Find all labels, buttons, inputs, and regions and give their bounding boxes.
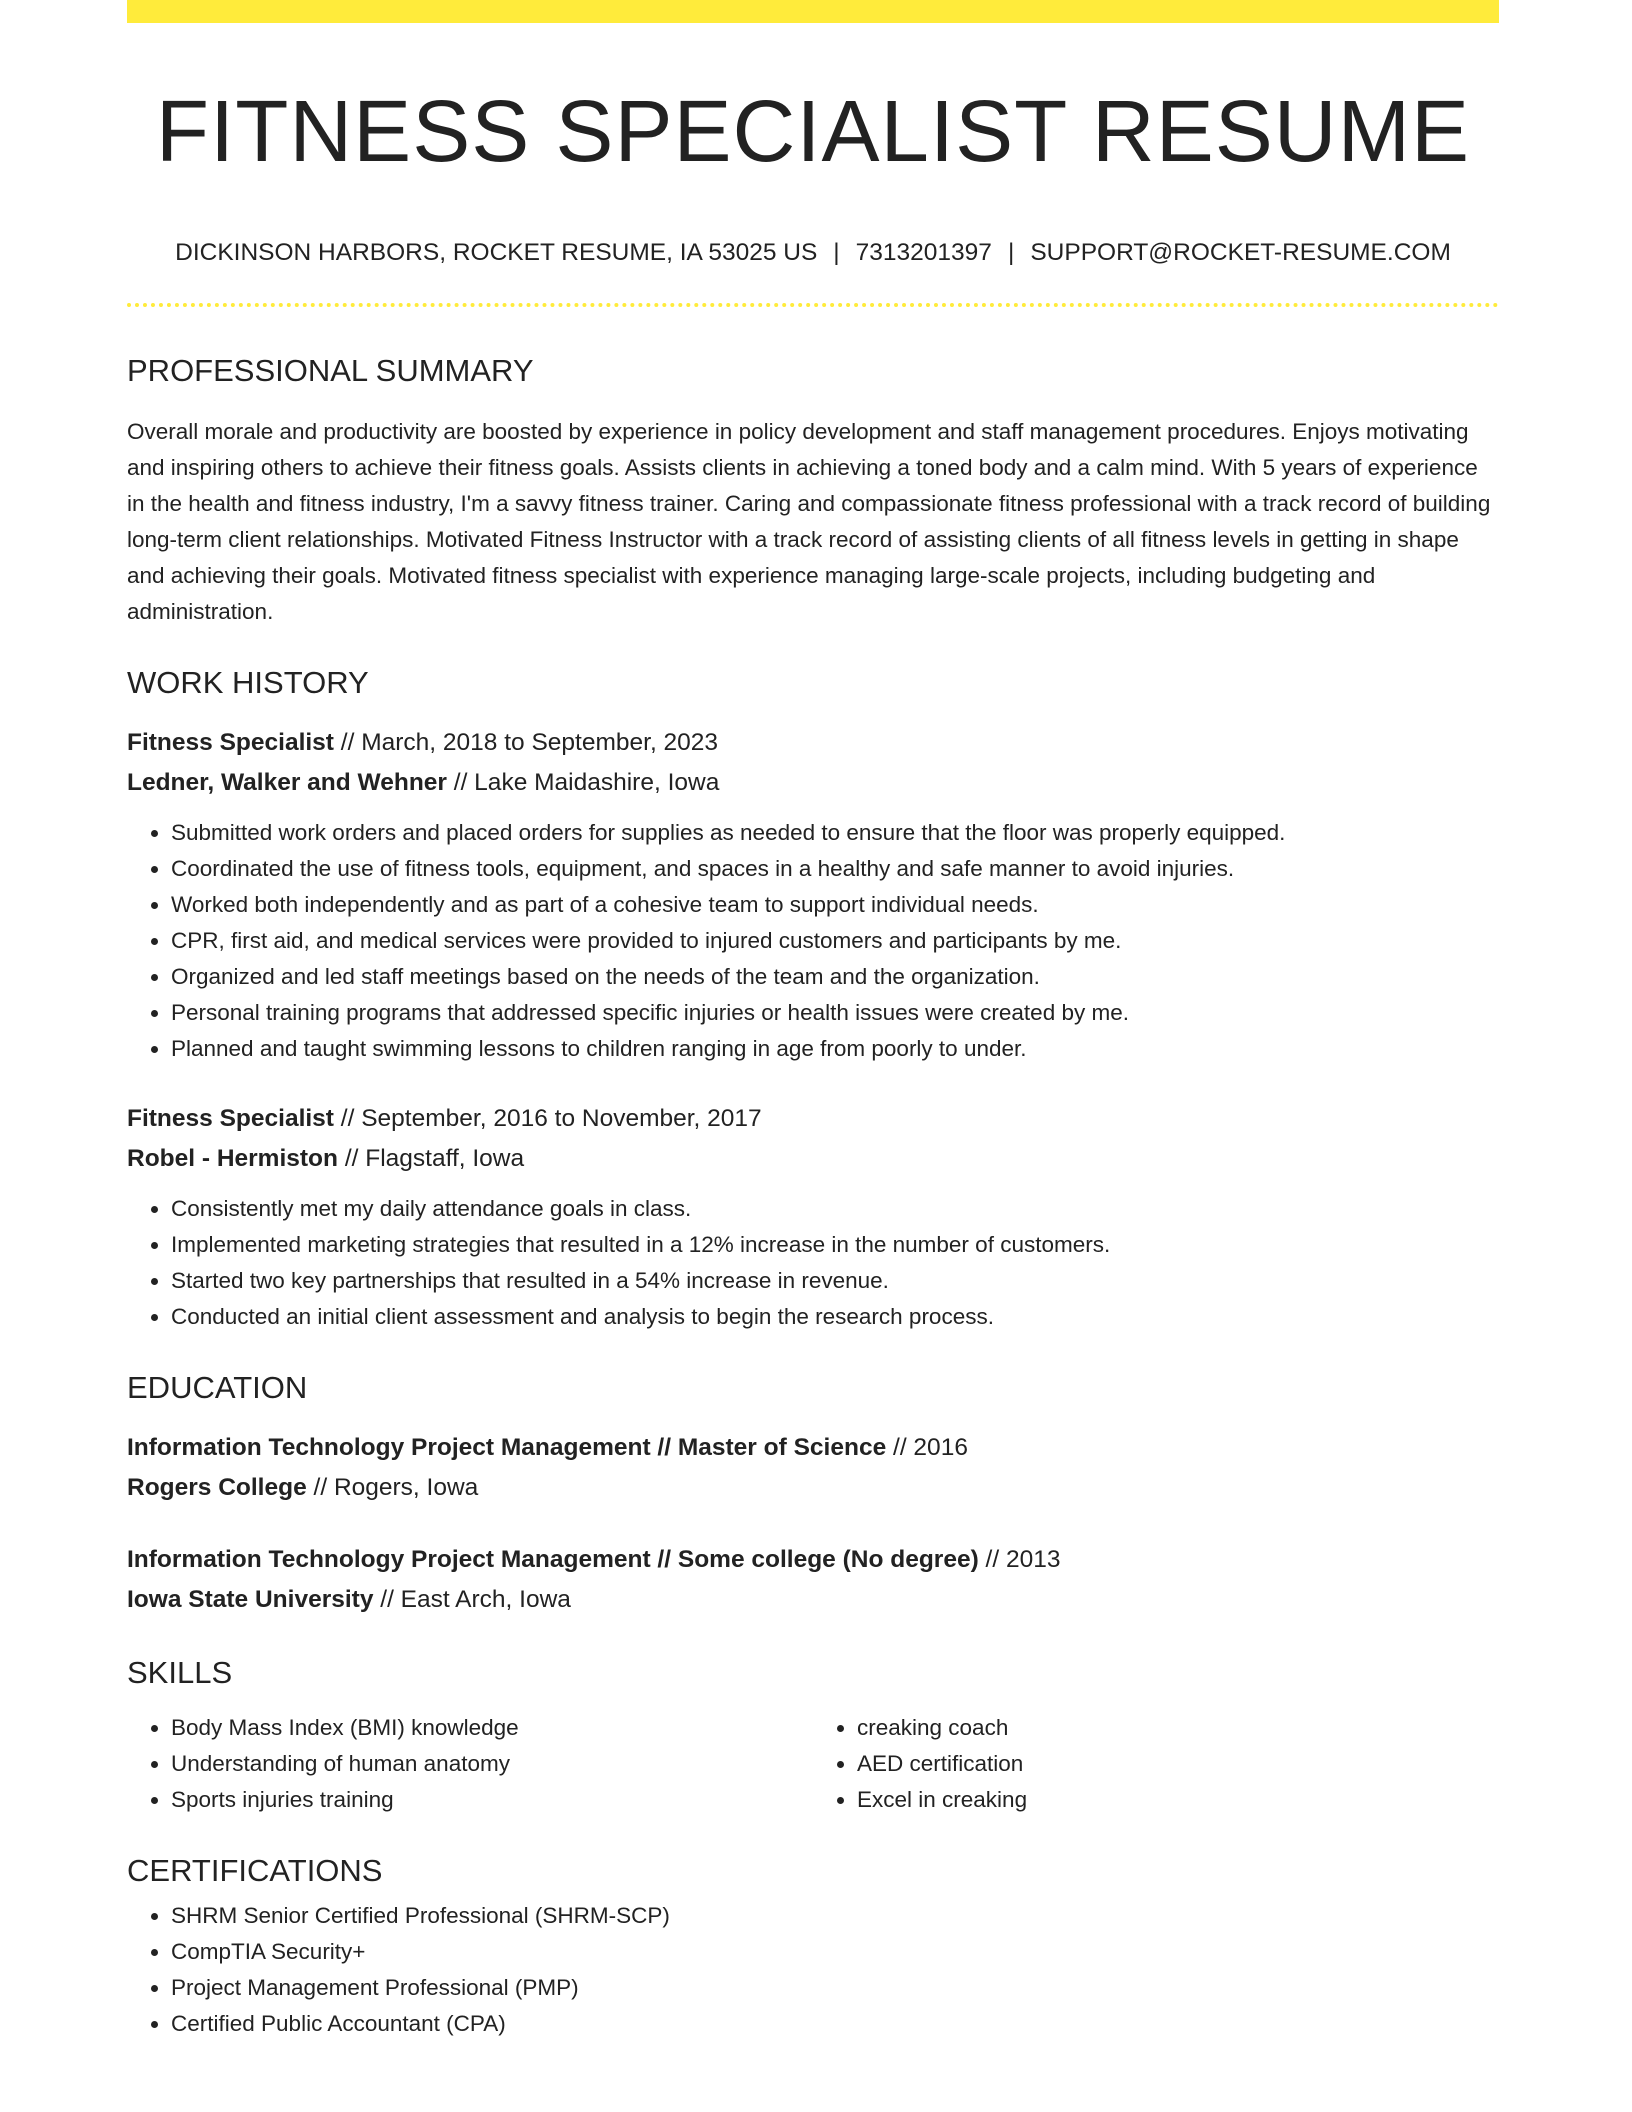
skill-item: • AED certification: [857, 1746, 1499, 1782]
job-dates: // March, 2018 to September, 2023: [340, 728, 719, 756]
skill-item: • Understanding of human anatomy: [171, 1746, 813, 1782]
skills-list-left: [127, 1710, 813, 1818]
certifications-list: [127, 1898, 1499, 2042]
contact-separator: |: [1007, 239, 1015, 266]
education-school-line: [127, 1580, 1499, 1620]
contact-separator: |: [833, 239, 840, 266]
job-bullet: • Conducted an initial client assessment and analysis to begin the research process.: [171, 1299, 1499, 1335]
skills-list-right: [813, 1710, 1499, 1818]
contact-address: DICKINSON HARBORS, ROCKET RESUME, IA 53025 US: [175, 239, 818, 266]
skills-heading: SKILLS: [127, 1654, 233, 1690]
job-entry: [127, 1099, 1499, 1335]
dotted-divider: [127, 303, 1499, 307]
education-location: // Rogers, Iowa: [313, 1473, 479, 1501]
education-school-line: [127, 1468, 1499, 1508]
job-bullet: • Organized and led staff meetings based on the needs of the team and the organization.: [171, 959, 1499, 995]
top-accent-bar: [127, 0, 1499, 23]
certification-item: • Certified Public Accountant (CPA): [171, 2006, 1499, 2042]
job-company: Ledner, Walker and Wehner: [127, 768, 447, 796]
education-degree-line: [127, 1428, 1499, 1468]
education-degree: Information Technology Project Management // Master of Science: [127, 1433, 887, 1461]
job-bullet: • Submitted work orders and placed orders for supplies as needed to ensure that the floor was properly equipped.: [171, 815, 1499, 851]
education-school: Rogers College: [127, 1473, 307, 1501]
job-location: // Lake Maidashire, Iowa: [453, 768, 720, 796]
skill-item: • creaking coach: [857, 1710, 1499, 1746]
job-bullets: [127, 1191, 1499, 1335]
job-title: Fitness Specialist: [127, 728, 334, 756]
job-title-line: [127, 723, 1499, 763]
job-title-line: [127, 1099, 1499, 1139]
contact-email: SUPPORT@ROCKET-RESUME.COM: [1030, 239, 1451, 266]
summary-text: Overall morale and productivity are boosted by experience in policy development and staff management procedures. Enjoys motivating and inspiring others to achieve their fitness goals. Assists clients in achieving a toned body and a calm mind. With 5 years of experience in the health and fitness industry, I'm a savvy fitness trainer. Caring and compassionate fitness professional with a track record of building long-term client relationships. Motivated Fitness Instructor with a track record of assisting clients of all fitness levels in getting in shape and achieving their goals. Motivated fitness specialist with experience managing large-scale projects, including budgeting and administration.: [127, 418, 1491, 624]
summary-heading: PROFESSIONAL SUMMARY: [127, 352, 534, 388]
certification-item: • CompTIA Security+: [171, 1934, 1499, 1970]
job-bullet: • CPR, first aid, and medical services were provided to injured customers and participants by me.: [171, 923, 1499, 959]
job-bullet: • Worked both independently and as part of a cohesive team to support individual needs.: [171, 887, 1499, 923]
resume-title: FITNESS SPECIALIST RESUME: [155, 83, 1471, 180]
job-bullet: • Coordinated the use of fitness tools, equipment, and spaces in a healthy and safe manner to avoid injuries.: [171, 851, 1499, 887]
certifications-heading: CERTIFICATIONS: [127, 1852, 383, 1888]
job-entry: [127, 723, 1499, 1067]
contact-phone: 7313201397: [855, 239, 992, 266]
education-year: // 2016: [893, 1433, 968, 1461]
education-location: // East Arch, Iowa: [380, 1585, 571, 1613]
education-degree: Information Technology Project Management // Some college (No degree): [127, 1545, 979, 1573]
job-company-line: [127, 1139, 1499, 1179]
education-entry: [127, 1428, 1499, 1508]
skill-item: • Body Mass Index (BMI) knowledge: [171, 1710, 813, 1746]
certification-item: • Project Management Professional (PMP): [171, 1970, 1499, 2006]
education-heading: EDUCATION: [127, 1369, 308, 1405]
certification-item: • SHRM Senior Certified Professional (SHRM-SCP): [171, 1898, 1499, 1934]
job-bullet: • Started two key partnerships that resulted in a 54% increase in revenue.: [171, 1263, 1499, 1299]
education-year: // 2013: [985, 1545, 1061, 1573]
contact-line: [127, 241, 1499, 266]
job-bullet: • Implemented marketing strategies that resulted in a 12% increase in the number of customers.: [171, 1227, 1499, 1263]
skill-item: • Sports injuries training: [171, 1782, 813, 1818]
job-company-line: [127, 763, 1499, 803]
job-dates: // September, 2016 to November, 2017: [340, 1104, 762, 1132]
job-company: Robel - Hermiston: [127, 1144, 338, 1172]
job-bullet: • Personal training programs that addressed specific injuries or health issues were created by me.: [171, 995, 1499, 1031]
work-history-heading: WORK HISTORY: [127, 664, 369, 700]
job-location: // Flagstaff, Iowa: [344, 1144, 525, 1172]
skills-columns: [127, 1710, 1499, 1818]
education-degree-line: [127, 1540, 1499, 1580]
resume-page: [127, 0, 1499, 2042]
job-bullet: • Consistently met my daily attendance goals in class.: [171, 1191, 1499, 1227]
education-school: Iowa State University: [127, 1585, 374, 1613]
job-bullets: [127, 815, 1499, 1067]
skill-item: • Excel in creaking: [857, 1782, 1499, 1818]
education-entry: [127, 1540, 1499, 1620]
job-bullet: • Planned and taught swimming lessons to children ranging in age from poorly to under.: [171, 1031, 1499, 1067]
job-title: Fitness Specialist: [127, 1104, 334, 1132]
